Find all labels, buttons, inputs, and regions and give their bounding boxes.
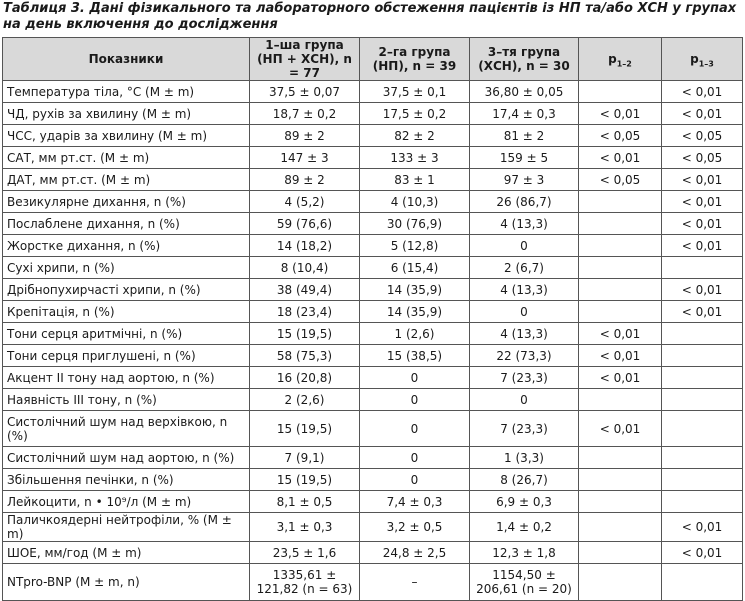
- cell-group3: 0: [470, 235, 579, 257]
- cell-group2: 15 (38,5): [360, 345, 470, 367]
- table-row: [3, 191, 743, 213]
- cell-group3: 4 (13,3): [470, 213, 579, 235]
- cell-group3: 22 (73,3): [470, 345, 579, 367]
- cell-group3: 26 (86,7): [470, 191, 579, 213]
- table-caption: Таблиця 3. Дані фізикального та лабораторного обстеження пацієнтів із НП та/або ХСН у групах на день включення до дослідження: [3, 1, 737, 32]
- cell-group1: 2 (2,6): [250, 389, 360, 411]
- cell-group1: 3,1 ± 0,3: [250, 513, 360, 542]
- row-indicator: Жорстке дихання, n (%): [3, 235, 250, 257]
- cell-p13: < 0,01: [662, 542, 743, 564]
- cell-group2: 1 (2,6): [360, 323, 470, 345]
- cell-p12: [579, 257, 662, 279]
- row-indicator: Температура тіла, °С (М ± m): [3, 81, 250, 103]
- cell-p12: < 0,01: [579, 411, 662, 447]
- row-indicator: Послаблене дихання, n (%): [3, 213, 250, 235]
- cell-p13: < 0,01: [662, 513, 743, 542]
- cell-group3: 4 (13,3): [470, 279, 579, 301]
- row-indicator: Паличкоядерні нейтрофіли, % (М ± m): [3, 513, 250, 542]
- cell-group1: 4 (5,2): [250, 191, 360, 213]
- cell-group1: 7 (9,1): [250, 447, 360, 469]
- table-row: [3, 513, 743, 542]
- cell-p12: [579, 81, 662, 103]
- header-group1: 1–ша група (НП + ХСН), n = 77: [250, 38, 360, 81]
- cell-group1: 18,7 ± 0,2: [250, 103, 360, 125]
- cell-group2: 3,2 ± 0,5: [360, 513, 470, 542]
- cell-group3: 2 (6,7): [470, 257, 579, 279]
- cell-group3: 8 (26,7): [470, 469, 579, 491]
- header-p13-sub: 1–3: [698, 59, 714, 69]
- header-p13-main: p: [690, 52, 699, 66]
- header-indicator: Показники: [3, 38, 250, 81]
- cell-group1: 14 (18,2): [250, 235, 360, 257]
- cell-group3: 159 ± 5: [470, 147, 579, 169]
- cell-group2: 0: [360, 469, 470, 491]
- cell-p13: < 0,01: [662, 81, 743, 103]
- cell-group1: 8 (10,4): [250, 257, 360, 279]
- row-indicator: Дрібнопухирчасті хрипи, n (%): [3, 279, 250, 301]
- cell-group1: 15 (19,5): [250, 411, 360, 447]
- cell-group2: 6 (15,4): [360, 257, 470, 279]
- cell-group3: 97 ± 3: [470, 169, 579, 191]
- cell-group2: 0: [360, 411, 470, 447]
- cell-p13: < 0,05: [662, 125, 743, 147]
- row-indicator: Тони серця приглушені, n (%): [3, 345, 250, 367]
- table-row: [3, 389, 743, 411]
- table-row: [3, 323, 743, 345]
- cell-p13: < 0,01: [662, 169, 743, 191]
- cell-group1: 1335,61 ± 121,82 (n = 63): [250, 564, 360, 601]
- cell-group1: 147 ± 3: [250, 147, 360, 169]
- cell-group3: 12,3 ± 1,8: [470, 542, 579, 564]
- cell-p13: [662, 389, 743, 411]
- row-indicator: Тони серця аритмічні, n (%): [3, 323, 250, 345]
- cell-group2: 14 (35,9): [360, 301, 470, 323]
- table-row: [3, 279, 743, 301]
- cell-p12: [579, 564, 662, 601]
- cell-group1: 38 (49,4): [250, 279, 360, 301]
- row-indicator: ЧД, рухів за хвилину (М ± m): [3, 103, 250, 125]
- cell-p12: [579, 469, 662, 491]
- cell-p12: [579, 235, 662, 257]
- cell-p13: [662, 564, 743, 601]
- cell-p12: < 0,01: [579, 147, 662, 169]
- cell-p13: [662, 491, 743, 513]
- cell-group2: 0: [360, 447, 470, 469]
- table-row: [3, 81, 743, 103]
- cell-p12: [579, 491, 662, 513]
- cell-p13: < 0,01: [662, 103, 743, 125]
- table-header-row: [3, 38, 743, 81]
- table-row: [3, 213, 743, 235]
- cell-group3: 7 (23,3): [470, 411, 579, 447]
- cell-group1: 16 (20,8): [250, 367, 360, 389]
- row-indicator: NTpro-BNP (М ± m, n): [3, 564, 250, 601]
- cell-group1: 37,5 ± 0,07: [250, 81, 360, 103]
- table-row: [3, 542, 743, 564]
- cell-group2: 0: [360, 367, 470, 389]
- cell-p12: [579, 389, 662, 411]
- table-row: [3, 301, 743, 323]
- cell-group2: 24,8 ± 2,5: [360, 542, 470, 564]
- cell-group2: 133 ± 3: [360, 147, 470, 169]
- row-indicator: ШОЕ, мм/год (М ± m): [3, 542, 250, 564]
- table-row: [3, 257, 743, 279]
- cell-p13: < 0,01: [662, 235, 743, 257]
- table-row: [3, 469, 743, 491]
- table-row: [3, 125, 743, 147]
- cell-p12: [579, 301, 662, 323]
- cell-p13: < 0,05: [662, 147, 743, 169]
- cell-p12: [579, 513, 662, 542]
- cell-group2: 30 (76,9): [360, 213, 470, 235]
- row-indicator: Акцент II тону над аортою, n (%): [3, 367, 250, 389]
- row-indicator: ДАТ, мм рт.ст. (М ± m): [3, 169, 250, 191]
- table-row: [3, 103, 743, 125]
- cell-group3: 36,80 ± 0,05: [470, 81, 579, 103]
- cell-group1: 58 (75,3): [250, 345, 360, 367]
- row-indicator: Лейкоцити, n • 10⁹/л (М ± m): [3, 491, 250, 513]
- table-row: [3, 447, 743, 469]
- cell-group1: 59 (76,6): [250, 213, 360, 235]
- cell-p13: [662, 411, 743, 447]
- cell-p12: [579, 213, 662, 235]
- table-row: [3, 491, 743, 513]
- header-p12: [579, 38, 662, 81]
- data-table: [2, 37, 743, 601]
- cell-group1: 15 (19,5): [250, 323, 360, 345]
- cell-group3: 17,4 ± 0,3: [470, 103, 579, 125]
- table-row: [3, 147, 743, 169]
- cell-group3: 0: [470, 389, 579, 411]
- row-indicator: Систолічний шум над верхівкою, n (%): [3, 411, 250, 447]
- cell-group1: 89 ± 2: [250, 169, 360, 191]
- cell-p13: [662, 469, 743, 491]
- cell-p12: [579, 191, 662, 213]
- header-p13: [662, 38, 743, 81]
- cell-group2: 83 ± 1: [360, 169, 470, 191]
- cell-p13: < 0,01: [662, 279, 743, 301]
- cell-group2: 37,5 ± 0,1: [360, 81, 470, 103]
- cell-group2: 82 ± 2: [360, 125, 470, 147]
- cell-p12: [579, 279, 662, 301]
- cell-p12: < 0,01: [579, 323, 662, 345]
- cell-p12: < 0,05: [579, 169, 662, 191]
- cell-group2: 14 (35,9): [360, 279, 470, 301]
- cell-p13: [662, 345, 743, 367]
- cell-group3: 7 (23,3): [470, 367, 579, 389]
- table-row: [3, 169, 743, 191]
- cell-group2: –: [360, 564, 470, 601]
- cell-group2: 5 (12,8): [360, 235, 470, 257]
- cell-group3: 1,4 ± 0,2: [470, 513, 579, 542]
- row-indicator: Сухі хрипи, n (%): [3, 257, 250, 279]
- cell-group3: 4 (13,3): [470, 323, 579, 345]
- cell-group1: 23,5 ± 1,6: [250, 542, 360, 564]
- cell-p12: [579, 447, 662, 469]
- header-p12-sub: 1–2: [616, 59, 632, 69]
- row-indicator: Збільшення печінки, n (%): [3, 469, 250, 491]
- cell-p13: [662, 447, 743, 469]
- row-indicator: ЧСС, ударів за хвилину (М ± m): [3, 125, 250, 147]
- cell-p13: < 0,01: [662, 301, 743, 323]
- row-indicator: Везикулярне дихання, n (%): [3, 191, 250, 213]
- header-group2: 2–га група (НП), n = 39: [360, 38, 470, 81]
- cell-p12: < 0,01: [579, 367, 662, 389]
- cell-p13: [662, 323, 743, 345]
- row-indicator: САТ, мм рт.ст. (М ± m): [3, 147, 250, 169]
- cell-p12: < 0,01: [579, 103, 662, 125]
- cell-group3: 6,9 ± 0,3: [470, 491, 579, 513]
- cell-group1: 18 (23,4): [250, 301, 360, 323]
- cell-group3: 0: [470, 301, 579, 323]
- cell-p13: [662, 257, 743, 279]
- cell-p12: < 0,05: [579, 125, 662, 147]
- cell-group2: 17,5 ± 0,2: [360, 103, 470, 125]
- cell-p13: < 0,01: [662, 213, 743, 235]
- cell-p12: < 0,01: [579, 345, 662, 367]
- table-row: [3, 367, 743, 389]
- row-indicator: Крепітація, n (%): [3, 301, 250, 323]
- header-p12-main: p: [608, 52, 617, 66]
- table-row: [3, 345, 743, 367]
- cell-group1: 89 ± 2: [250, 125, 360, 147]
- cell-p13: [662, 367, 743, 389]
- cell-p12: [579, 542, 662, 564]
- cell-group1: 15 (19,5): [250, 469, 360, 491]
- cell-group3: 1154,50 ± 206,61 (n = 20): [470, 564, 579, 601]
- cell-group2: 0: [360, 389, 470, 411]
- cell-p13: < 0,01: [662, 191, 743, 213]
- row-indicator: Наявність III тону, n (%): [3, 389, 250, 411]
- cell-group2: 7,4 ± 0,3: [360, 491, 470, 513]
- row-indicator: Систолічний шум над аортою, n (%): [3, 447, 250, 469]
- cell-group1: 8,1 ± 0,5: [250, 491, 360, 513]
- cell-group3: 81 ± 2: [470, 125, 579, 147]
- table-row: [3, 564, 743, 601]
- header-group3: 3–тя група (ХСН), n = 30: [470, 38, 579, 81]
- cell-group2: 4 (10,3): [360, 191, 470, 213]
- cell-group3: 1 (3,3): [470, 447, 579, 469]
- table-row: [3, 235, 743, 257]
- table-row: [3, 411, 743, 447]
